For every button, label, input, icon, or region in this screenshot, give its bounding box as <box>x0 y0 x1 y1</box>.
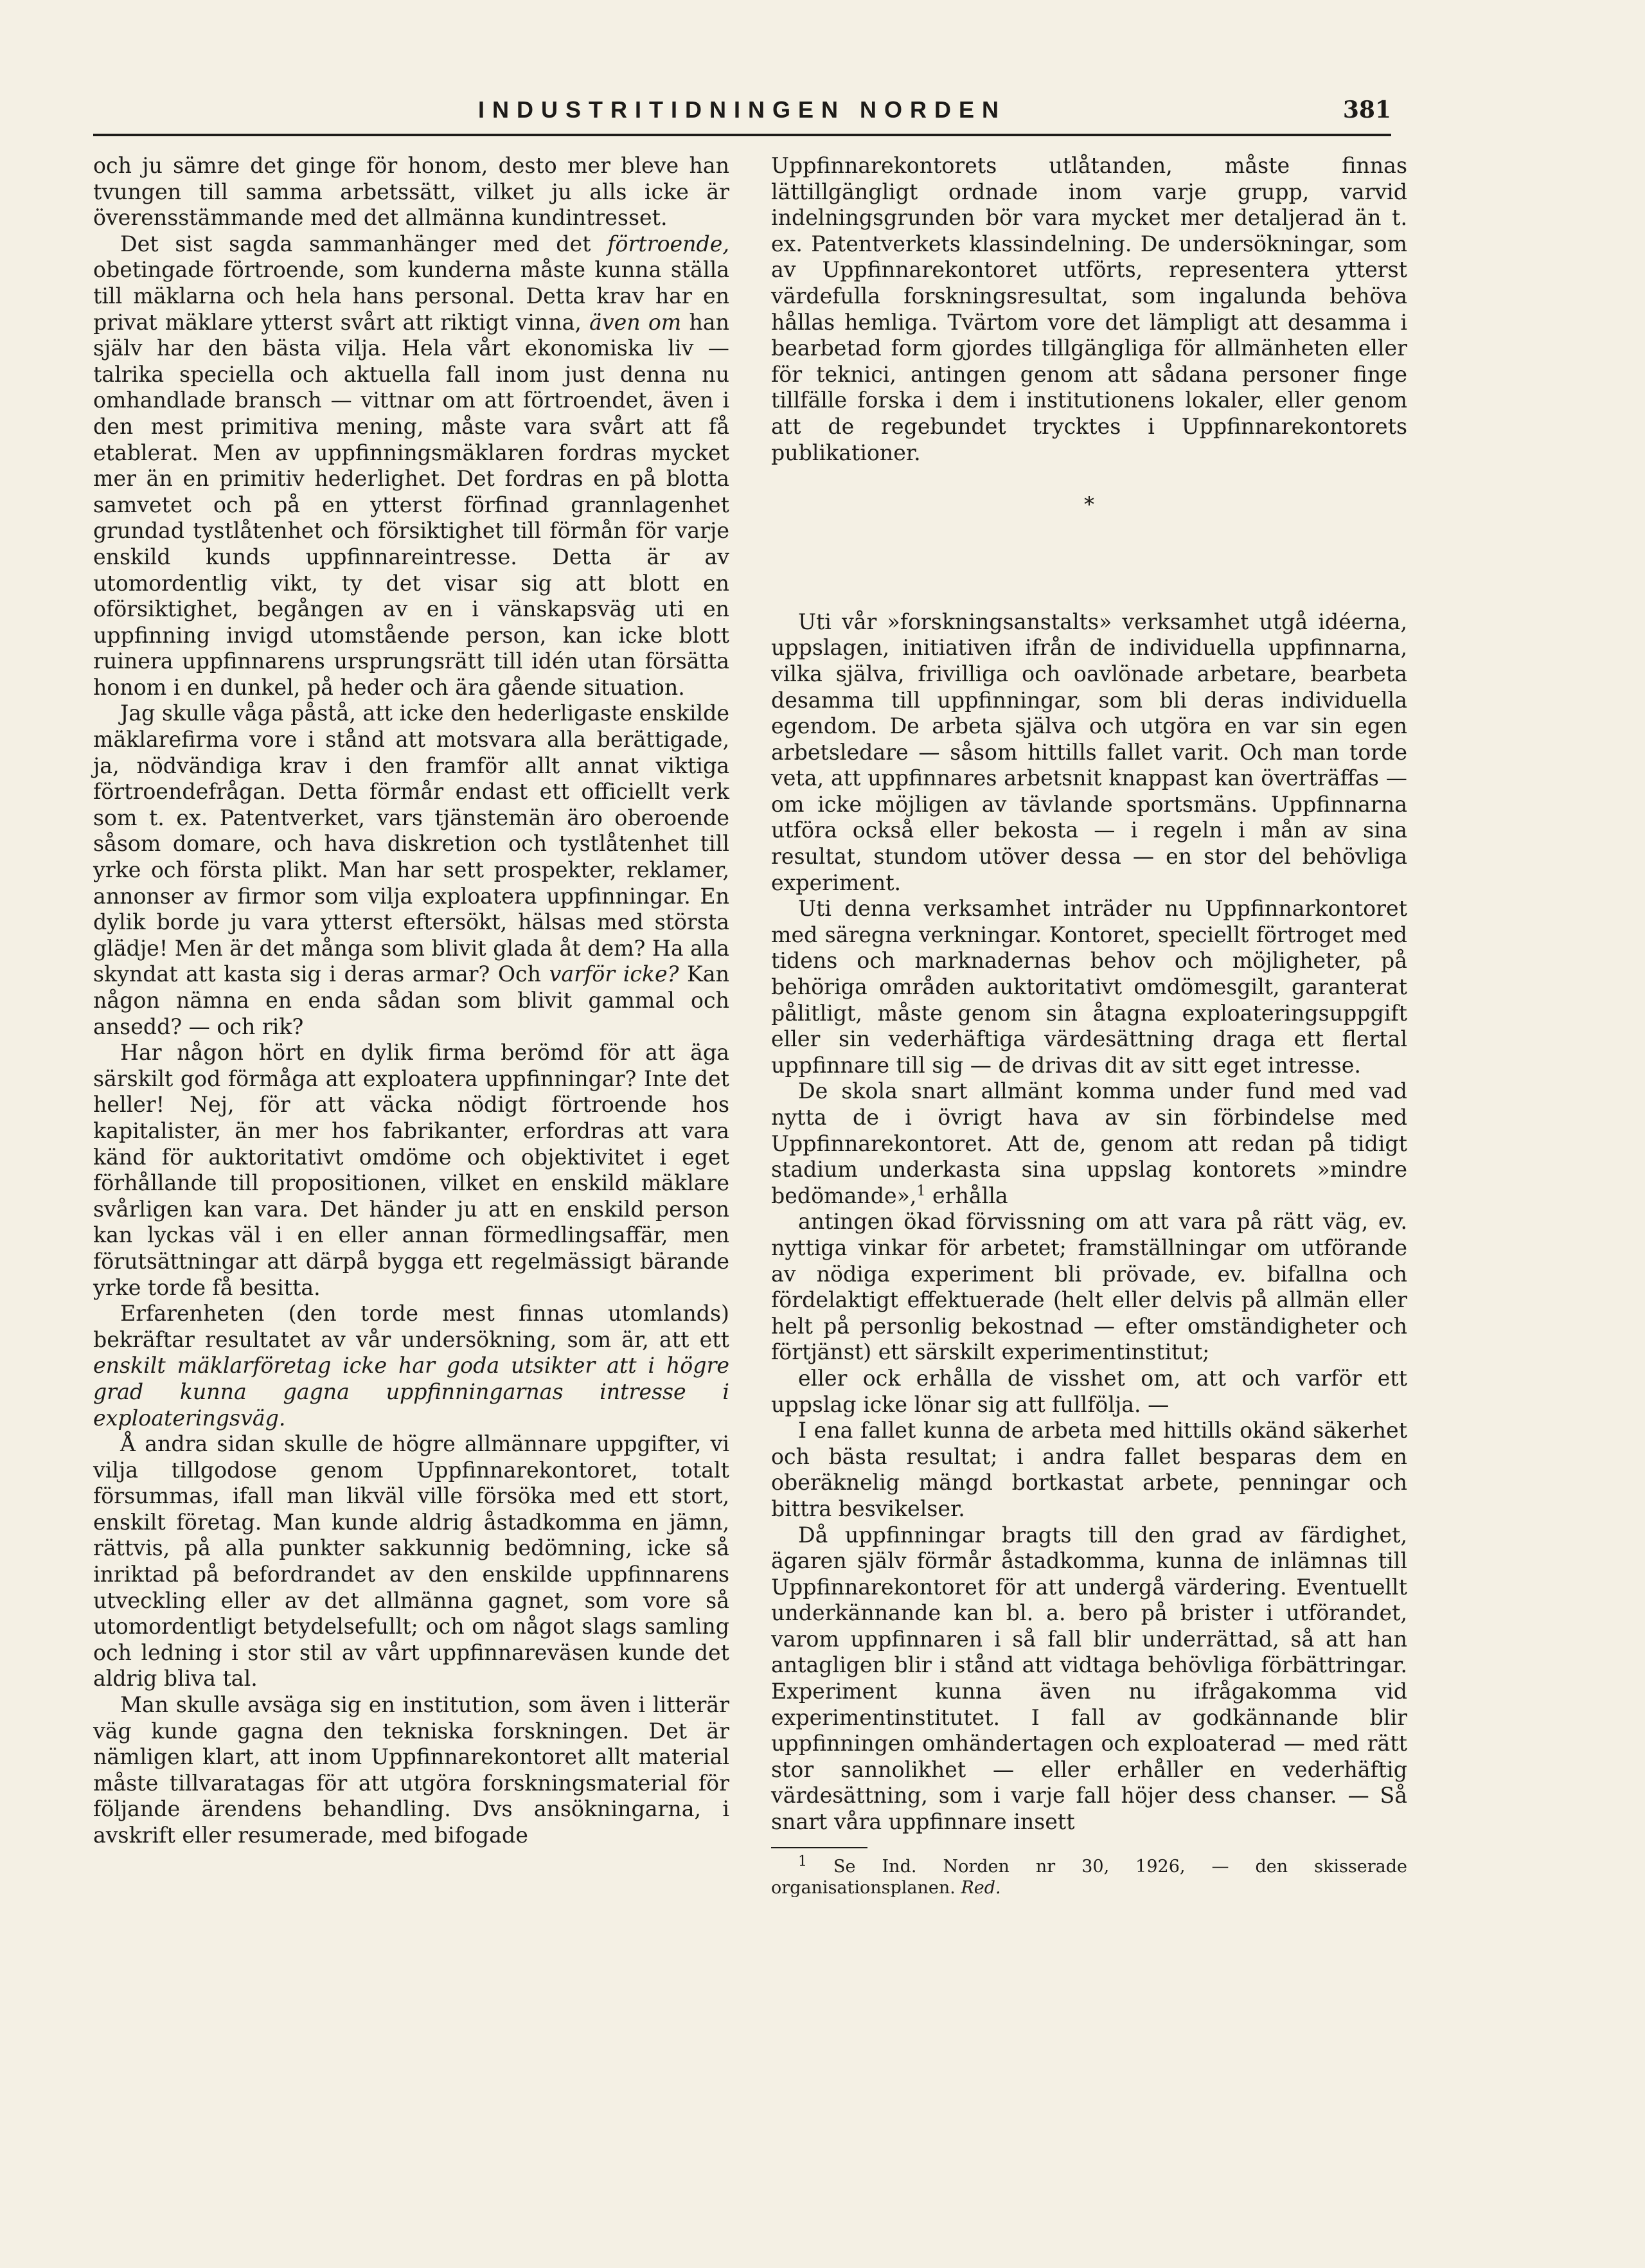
paragraph: Man skulle avsäga sig en institution, som även i litterär väg kunde gagna den tekniska forskningen. Det är nämligen klart, att inom Uppfinnarekontoret allt material måste tillvaratagas för att utgöra forskningsmaterial för följande ärendens behandling. Dvs ansökningarna, i avskrift eller resumerade, med bifogade <box>93 1692 729 1848</box>
paragraph: I ena fallet kunna de arbeta med hittills okänd säkerhet och bästa resultat; i andra fallet besparas dem en oberäknelig mängd bortkastat arbete, penningar och bittra besvikelser. <box>771 1418 1407 1521</box>
paragraph: antingen ökad förvissning om att vara på rätt väg, ev. nyttiga vinkar för arbetet; framställningar om utförande av nödiga experiment bli prövade, ev. bifallna och fördelaktigt effektuerade (helt eller delvis på allmän eller helt på personlig bekostnad — efter omständigheter och förtjänst) ett särskilt experimentinstitut; <box>771 1209 1407 1365</box>
paragraph: eller ock erhålla de visshet om, att och varför ett uppslag icke lönar sig att fullfölja. — <box>771 1365 1407 1417</box>
footnote: $^1$ Se Ind. Norden nr 30, 1926, — den skisserade organisationsplanen. Red. <box>771 1853 1407 1898</box>
footnote-ref: 1 <box>916 1183 926 1199</box>
paragraph: Jag skulle våga påstå, att icke den hederligaste enskilde mäklarefirma vore i stånd att motsvara alla berättigade, ja, nödvändiga krav i den framför allt annat viktiga förtroendefrågan. Detta förmår endast ett officiellt verk som t. ex. Patentverket, vars tjänstemän äro oberoende såsom domare, och hava diskretion och tystlåtenhet till yrke och första plikt. Man har sett prospekter, reklamer, annonser av firmor som vilja exploatera uppfinningar. En dylik borde ju vara ytterst eftersökt, hälsas med största glädje! Men är det många som blivit glada åt dem? Ha alla skyndat att kasta sig i deras armar? Och varför icke? Kan någon nämna en enda sådan som blivit gammal och ansedd? — och rik? <box>93 701 729 1039</box>
section-separator: * <box>1084 492 1094 517</box>
footnote-rule <box>771 1847 867 1848</box>
paragraph: Då uppfinningar bragts till den grad av färdighet, ägaren själv förmår åstadkomma, kunna de inlämnas till Uppfinnarekontoret för att undergå värdering. Eventuellt underkännande kan bl. a. bero på brister i utförandet, varom uppfinnaren i så fall blir underrättad, så att han antagligen blir i stånd att vidtaga behövliga förbättringar. Experiment kunna även nu ifrågakomma vid experimentinstitutet. I fall av godkännande blir uppfinningen omhändertagen och exploaterad — med rätt stor sannolikhet — eller erhåller en vederhäftig värdesättning, som i varje fall höjer dess chanser. — Så snart våra uppfinnare insett <box>771 1522 1407 1835</box>
paragraph: Har någon hört en dylik firma berömd för att äga särskilt god förmåga att exploatera uppfinningar? Inte det heller! Nej, för att väcka nödigt förtroende hos kapitalister, än mer hos fabrikanter, erfordras att vara känd för auktoritativt omdöme och objektivitet i eget förhållande till propositionen, vilket en enskild mäklare svårligen kan vara. Det händer ju att en enskild person kan lyckas väl i en eller annan förmedlingsaffär, men förutsättningar att därpå bygga ett regelmässigt bärande yrke torde få besitta. <box>93 1040 729 1300</box>
page-header <box>93 96 1391 135</box>
paragraph: De skola snart allmänt komma under fund med vad nytta de i övrigt hava av sin förbindelse med Uppfinnarekontoret. Att de, genom att redan på tidigt stadium underkasta sina uppslag kontorets »mindre bedömande»,$^1$ erhålla <box>771 1078 1407 1208</box>
paragraph: och ju sämre det ginge för honom, desto mer bleve han tvungen till samma arbetssätt, vilket ju alls icke är överensstämmande med det allmänna kundintresset. <box>93 153 729 231</box>
paragraph: Det sist sagda sammanhänger med det förtroende, obetingade förtroende, som kunderna måste kunna ställa till mäklarna och hela hans personal. Detta krav har en privat mäklare ytterst svårt att riktigt vinna, även om han själv har den bästa vilja. Hela vårt ekonomiska liv — talrika speciella och aktuella fall inom just denna nu omhandlade bransch — vittnar om att förtroendet, även i den mest primitiva mening, måste vara svårt att få etablerat. Men av uppfinningsmäklaren fordras mycket mer än en primitiv hederlighet. Det fordras en på blotta samvetet och på en ytterst förfinad grannlagenhet grundad tystlåtenhet och försiktighet till förmån för varje enskild kunds uppfinnareintresse. Detta är av utomordentlig vikt, ty det visar sig att blott en oförsiktighet, begången av en i vänskapsväg uti en uppfinning invigd utomstående person, kan icke blott ruinera uppfinnarens ursprungsrätt till idén utan försätta honom i en dunkel, på heder och ära gående situation. <box>93 231 729 700</box>
paragraph: Uti vår »forskningsanstalts» verksamhet utgå idéerna, uppslagen, initiativen ifrån de individuella uppfinnarna, vilka själva, frivilliga och oavlönade arbetare, bearbeta desamma till uppfinningar, som bli deras individuella egendom. De arbeta själva och utgöra en var sin egen arbetsledare — såsom hittills fallet varit. Och man torde veta, att uppfinnares arbetsnit knappast kan överträffas — om icke möjligen av tävlande sportsmäns. Uppfinnarna utföra också eller bekosta — i regeln i mån av sina resultat, stundom utöver dessa — en stor del behövliga experiment. <box>771 609 1407 895</box>
paragraph: Uppfinnarekontorets utlåtanden, måste finnas lättillgängligt ordnade inom varje grupp, varvid indelningsgrunden bör vara mycket mer detaljerad än t. ex. Patentverkets klassindelning. De undersökningar, som av Uppfinnarekontoret utförts, representera ytterst värdefulla forskningsresultat, som ingalunda behöva hållas hemliga. Tvärtom vore det lämpligt att desamma i bearbetad form gjordes tillgängliga för allmänheten eller för teknici, antingen genom att sådana personer finge tillfälle forska i dem i institutionens lokaler, eller genom att de regebundet trycktes i Uppfinnarekontorets publikationer. <box>771 153 1407 465</box>
left-column <box>93 153 729 1849</box>
page-number: 381 <box>1342 96 1391 123</box>
running-title: INDUSTRITIDNINGEN NORDEN <box>477 96 1006 123</box>
paragraph: Erfarenheten (den torde mest finnas utomlands) bekräftar resultatet av vår undersökning, som är, att ett enskilt mäklarföretag icke har goda utsikter att i högre grad kunna gagna uppfinningarnas intresse i exploateringsväg. <box>93 1301 729 1431</box>
paragraph: Å andra sidan skulle de högre allmännare uppgifter, vi vilja tillgodose genom Uppfinnarekontoret, totalt försummas, ifall man likväl ville försöka med ett stort, enskilt företag. Man kunde aldrig åstadkomma en jämn, rättvis, på alla punkter sakkunnig bedömning, icke så inriktad på befordrandet av den enskilde uppfinnarens utveckling eller av det allmänna gagnet, som vore så utomordentligt betydelsefullt; och om något slags samling och ledning i stor stil av vårt uppfinnareväsen kunde det aldrig bliva tal. <box>93 1431 729 1692</box>
paragraph: Uti denna verksamhet inträder nu Uppfinnarkontoret med säregna verkningar. Kontoret, speciellt förtroget med tidens och marknadernas behov och möjligheter, på behöriga områden auktoritativt omdömesgilt, garanterat pålitligt, måste genom sin åtagna exploateringsuppgift eller sin vederhäftiga värdesättning draga ett flertal uppfinnare till sig — de drivas dit av sitt eget intresse. <box>771 896 1407 1078</box>
header-rule <box>93 134 1391 136</box>
right-column <box>771 153 1407 1898</box>
